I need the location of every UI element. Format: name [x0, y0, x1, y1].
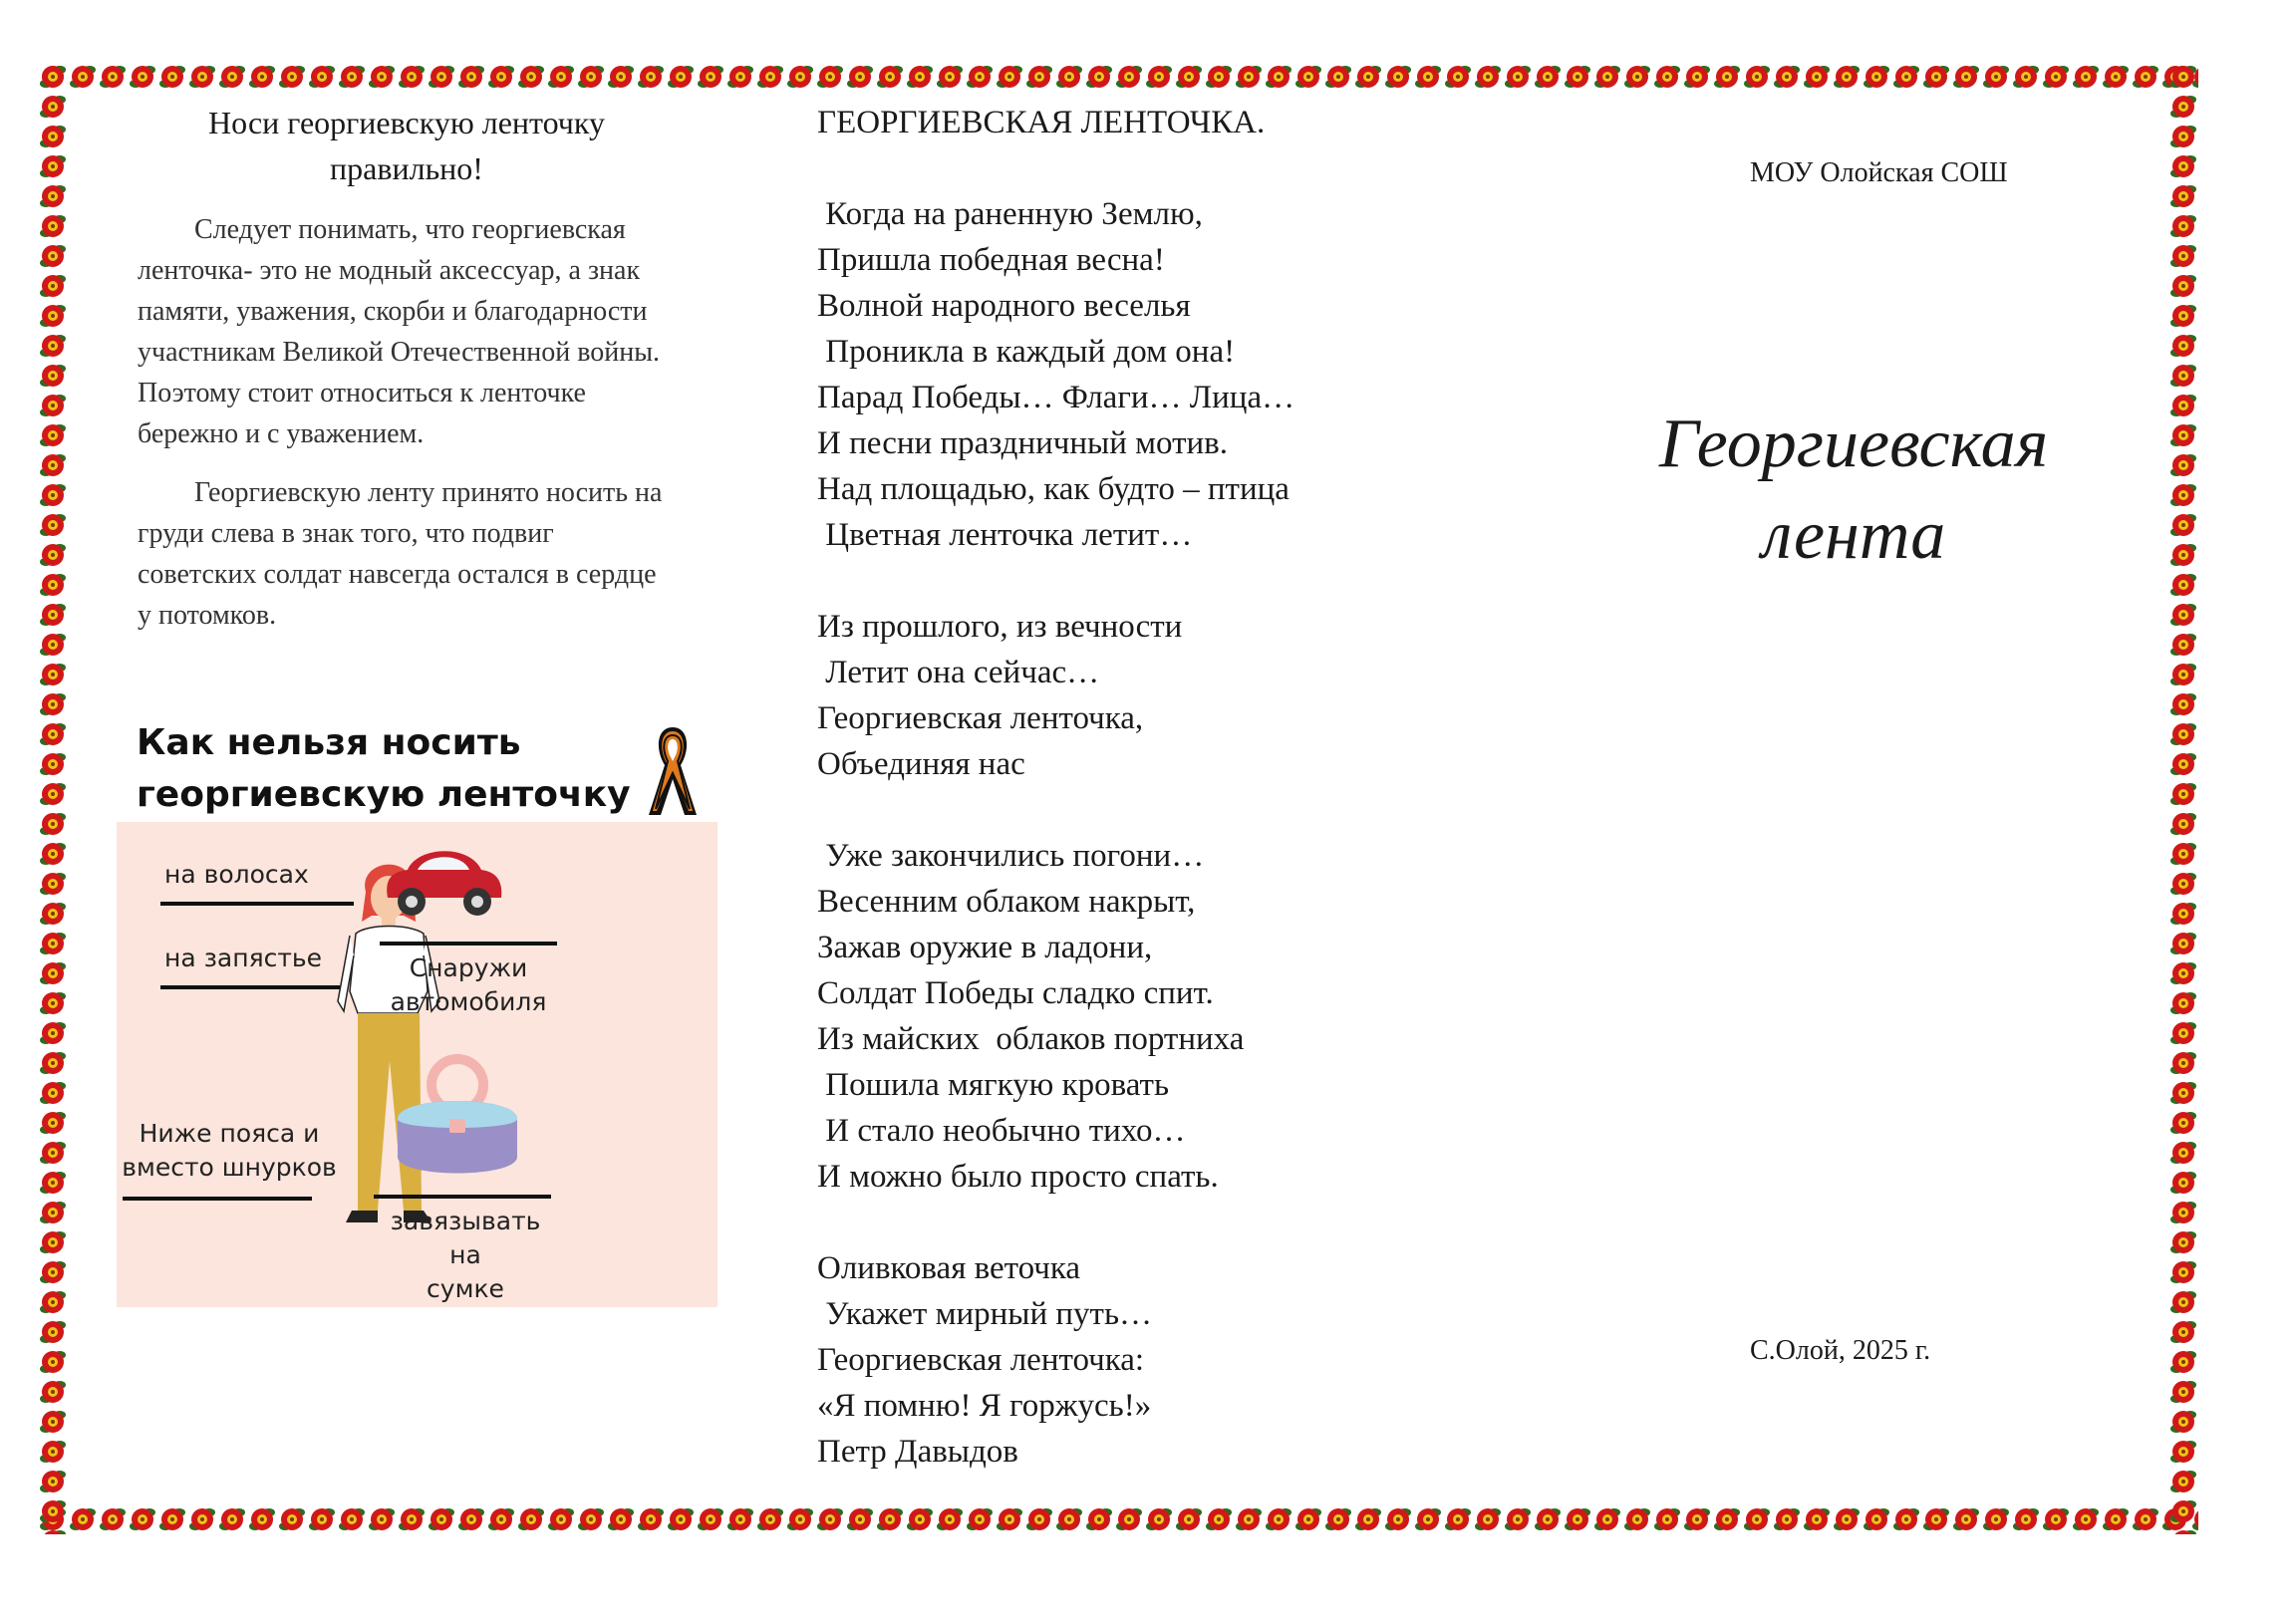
- infographic-panel: [117, 822, 718, 1307]
- poem-stanza: [817, 1245, 1415, 1475]
- poem-line: Цветная ленточка летит…: [817, 517, 1193, 553]
- poem-line: Георгиевская ленточка:: [817, 1342, 1145, 1378]
- poem-line: Проникла в каждый дом она!: [817, 334, 1236, 370]
- poem-line: Волной народного веселья: [817, 288, 1191, 324]
- poem-line: И песни праздничный мотив.: [817, 425, 1228, 461]
- cover-title-line2: лента: [1761, 497, 1946, 574]
- infographic: [117, 717, 718, 1307]
- label-car-line2: автомобиля: [390, 987, 547, 1016]
- label-bag: [374, 1205, 557, 1306]
- poem-title: ГЕОРГИЕВСКАЯ ЛЕНТОЧКА.: [817, 105, 1266, 140]
- cover-title: [1614, 399, 2093, 582]
- poem-line: И стало необычно тихо…: [817, 1113, 1186, 1149]
- poem-line: Георгиевская ленточка,: [817, 700, 1144, 736]
- poem-line: Из майских облаков портниха: [817, 1021, 1245, 1057]
- poem-column: [817, 100, 1415, 1475]
- st-george-ribbon-icon: [643, 719, 703, 819]
- poem-line: Укажет мирный путь…: [817, 1296, 1152, 1332]
- cover-title-line1: Георгиевская: [1658, 406, 2049, 482]
- label-belt-line1: Ниже пояса и: [139, 1119, 320, 1148]
- label-car: [380, 951, 557, 1019]
- label-bag-line2: сумке: [427, 1274, 504, 1303]
- poem-stanza: [817, 191, 1415, 558]
- poem-line: Солдат Победы сладко спит.: [817, 975, 1214, 1011]
- poem-line: Петр Давыдов: [817, 1434, 1018, 1470]
- underline-car: [380, 942, 557, 946]
- left-column: [138, 100, 676, 654]
- poem-line: Из прошлого, из вечности: [817, 609, 1183, 645]
- poem-line: Оливковая веточка: [817, 1250, 1081, 1286]
- handbag-icon: [378, 1049, 537, 1189]
- flower-border-bottom: [38, 1504, 2198, 1534]
- infographic-title-line2: георгиевскую ленточку: [137, 774, 631, 815]
- poem-line: Над площадью, как будто – птица: [817, 471, 1290, 507]
- car-icon: [378, 836, 507, 926]
- cover-footer: С.Олой, 2025 г.: [1750, 1335, 1931, 1366]
- poem-line: Летит она сейчас…: [817, 655, 1100, 690]
- poem-stanza: [817, 833, 1415, 1200]
- left-paragraph-1: Следует понимать, что георгиевская ленточка- это не модный аксессуар, а знак памяти, уважения, скорби и благодарности участникам Великой Отечественной войны. Поэтому стоит относиться к ленточке бережно и с уважением.: [138, 214, 661, 449]
- flower-border-right: [2168, 62, 2198, 1534]
- poem-line: Пошила мягкую кровать: [817, 1067, 1170, 1103]
- poem-stanza: [817, 604, 1415, 787]
- poem-line: Зажав оружие в ладони,: [817, 930, 1153, 965]
- poem-line: «Я помню! Я горжусь!»: [817, 1388, 1152, 1424]
- infographic-title-line1: Как нельзя носить: [137, 722, 521, 763]
- poem-line: Парад Победы… Флаги… Лица…: [817, 380, 1295, 415]
- poem-stanzas: [817, 191, 1415, 1475]
- poem-line: Когда на раненную Землю,: [817, 196, 1203, 232]
- poem-line: Уже закончились погони…: [817, 838, 1205, 874]
- label-belt-line2: вместо шнурков: [122, 1153, 337, 1182]
- underline-hair: [160, 902, 354, 906]
- infographic-title: [137, 717, 631, 821]
- label-car-line1: Снаружи: [409, 953, 528, 982]
- poem-line: Объединяя нас: [817, 746, 1025, 782]
- flower-border-top: [38, 62, 2198, 92]
- underline-bag: [374, 1195, 551, 1199]
- label-hair: на волосах: [164, 860, 309, 889]
- label-bag-line1: завязывать на: [390, 1207, 541, 1269]
- label-wrist: на запястье: [164, 944, 323, 972]
- poem-line: Пришла победная весна!: [817, 242, 1165, 278]
- poem-line: Весенним облаком накрыт,: [817, 884, 1196, 920]
- label-belt: [119, 1117, 340, 1185]
- left-heading: Носи георгиевскую ленточку правильно!: [208, 105, 605, 186]
- school-name: МОУ Олойская СОШ: [1750, 157, 2008, 188]
- poem-line: И можно было просто спать.: [817, 1159, 1219, 1195]
- underline-wrist: [160, 985, 340, 989]
- left-paragraph-2: Георгиевскую ленту принято носить на груди слева в знак того, что подвиг советских солдат навсегда остался в сердце у потомков.: [138, 477, 663, 631]
- underline-belt: [123, 1197, 312, 1201]
- flower-border-left: [38, 62, 68, 1534]
